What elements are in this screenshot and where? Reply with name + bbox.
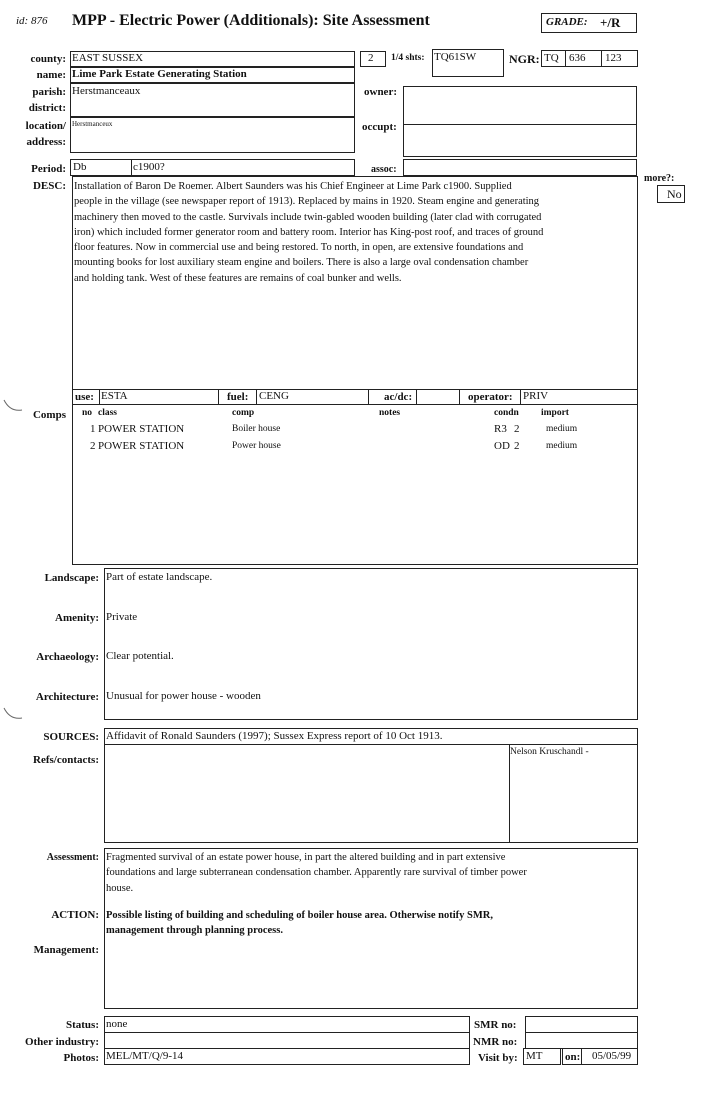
- county-field: [70, 51, 355, 67]
- contact-value: Nelson Kruschandl -: [510, 747, 589, 757]
- comp-name: Power house: [232, 441, 281, 451]
- ngr-northing-value: 123: [605, 52, 622, 64]
- desc-line: mounting books for lost auxiliary steam engine and boilers. There is also a large oval condensation chamber: [74, 257, 529, 269]
- status-value: none: [106, 1018, 128, 1030]
- use-value: ESTA: [101, 390, 128, 402]
- refs-label: Refs/contacts:: [33, 754, 99, 766]
- status-label: Status:: [65, 1019, 99, 1031]
- comp-condn: OD: [494, 440, 510, 452]
- comp-no: 2: [90, 440, 96, 452]
- smr-field: [525, 1016, 638, 1033]
- district-label: district:: [28, 102, 66, 114]
- page-title: MPP - Electric Power (Additionals): Site Assessment: [72, 12, 430, 29]
- use-field: [99, 389, 219, 405]
- archaeology-value: Clear potential.: [106, 650, 174, 662]
- comp-import: medium: [546, 441, 578, 451]
- amenity-value: Private: [106, 611, 138, 623]
- comp-condn-n: 2: [514, 440, 520, 452]
- contacts-field: [509, 744, 638, 843]
- photos-label: Photos:: [63, 1052, 99, 1064]
- visit-value: MT: [526, 1050, 543, 1062]
- desc-field: [72, 176, 638, 390]
- action-label: ACTION:: [51, 909, 99, 921]
- fuel-field: [256, 389, 369, 405]
- landscape-value: Part of estate landscape.: [106, 571, 213, 583]
- period-date-field: [131, 159, 355, 176]
- assessment-label: Assessment:: [46, 852, 99, 863]
- desc-line: floor features. Now in commercial use and being restored. To north, in open, are extensive foundations and: [74, 242, 524, 254]
- use-label: use:: [75, 391, 94, 403]
- owner-field: [403, 86, 637, 125]
- occupt-label: occupt:: [362, 121, 397, 133]
- status-field: [104, 1016, 470, 1033]
- address-label: address:: [26, 136, 66, 148]
- grade-box: [541, 13, 637, 33]
- other-industry-label: Other industry:: [24, 1036, 99, 1048]
- parish-label: parish:: [32, 86, 66, 98]
- desc-line: and holding tank. West of these features are remains of coal bunker and wells.: [74, 272, 402, 284]
- desc-line: people in the village (see newspaper report of 1913). Replaced by mains in 1920. Steam engine and generating: [74, 196, 540, 208]
- action-line: management through planning process.: [106, 925, 283, 937]
- operator-value: PRIV: [523, 390, 549, 402]
- nmr-field: [525, 1032, 638, 1049]
- assoc-field: [403, 159, 637, 176]
- ngr-label: NGR:: [509, 52, 540, 66]
- parish-field: [70, 83, 355, 117]
- comp-no: 1: [90, 423, 96, 435]
- photos-value: MEL/MT/Q/9-14: [106, 1050, 183, 1062]
- acdc-field: [416, 389, 460, 405]
- date-field: [581, 1048, 638, 1065]
- more-label: more?:: [644, 173, 675, 184]
- ngr-easting-value: 636: [569, 52, 586, 64]
- comps-header-class: class: [98, 408, 117, 418]
- smr-label: SMR no:: [474, 1019, 517, 1031]
- ngr-prefix-value: TQ: [544, 52, 559, 64]
- period-field: [70, 159, 132, 176]
- architecture-label: Architecture:: [35, 691, 99, 703]
- owner-label: owner:: [364, 86, 397, 98]
- period-label: Period:: [31, 163, 66, 175]
- visit-field: [523, 1048, 561, 1065]
- comps-label: Comps: [32, 409, 66, 421]
- on-label: on:: [565, 1051, 581, 1063]
- amenity-label: Amenity:: [55, 612, 99, 624]
- comps-header-no: no: [82, 408, 93, 418]
- period-value: Db: [73, 161, 87, 173]
- occupt-field: [403, 124, 637, 157]
- comps-header-notes: notes: [379, 408, 401, 418]
- comp-condn: R3: [494, 423, 507, 435]
- action-line: Possible listing of building and scheduling of boiler house area. Otherwise notify SMR,: [106, 910, 493, 921]
- comp-condn-n: 2: [514, 423, 520, 435]
- fuel-value: CENG: [259, 390, 289, 402]
- ngr-easting-field: [565, 50, 602, 67]
- on-label-box: [562, 1048, 582, 1065]
- action-text: [106, 908, 493, 939]
- visit-label: Visit by:: [478, 1052, 518, 1064]
- county-code-value: 2: [368, 52, 374, 64]
- comp-name: Boiler house: [232, 424, 281, 434]
- comps-header-comp: comp: [232, 408, 255, 418]
- comps-header-condn: condn: [494, 408, 519, 418]
- ngr-northing-field: [601, 50, 638, 67]
- ngr-prefix-field: [541, 50, 566, 67]
- qshts-field: [432, 49, 504, 77]
- photos-field: [104, 1048, 470, 1065]
- sources-label: SOURCES:: [43, 731, 99, 743]
- desc-label: DESC:: [32, 180, 66, 192]
- assessment-line: Fragmented survival of an estate power house, in part the altered building and in part extensive: [106, 852, 506, 863]
- county-value: EAST SUSSEX: [72, 52, 144, 64]
- location-field: [70, 117, 355, 153]
- assessment-line: foundations and large subterranean condensation chamber. Apparently rare survival of timber power: [106, 867, 527, 879]
- comp-class: POWER STATION: [98, 423, 185, 435]
- qshts-value: TQ61SW: [434, 51, 477, 63]
- binder-mark: [2, 398, 24, 416]
- comps-header-import: import: [541, 408, 569, 418]
- desc-line: machinery then moved to the castle. Survivals include twin-gabled wooden building (later clad with corrugated: [74, 211, 542, 223]
- county-code-field: [360, 51, 386, 67]
- architecture-value: Unusual for power house - wooden: [106, 690, 261, 702]
- date-value: 05/05/99: [592, 1050, 632, 1062]
- county-label: county:: [30, 53, 66, 65]
- more-value: No: [667, 187, 682, 201]
- operator-label: operator:: [468, 391, 513, 403]
- record-id: id: 876: [16, 15, 48, 27]
- archaeology-label: Archaeology:: [36, 651, 99, 663]
- desc-line: iron) which included former generator room and battery room. Interior has King-post roof, and traces of ground: [74, 226, 544, 238]
- desc-line: Installation of Baron De Roemer. Albert Saunders was his Chief Engineer at Lime Park c1900. Supplied: [74, 181, 512, 192]
- sources-field: [104, 728, 638, 745]
- qshts-label: 1/4 shts:: [391, 53, 425, 63]
- more-field: [657, 185, 685, 203]
- location-value: Herstmanceux: [72, 120, 113, 128]
- assessment-line: house.: [106, 882, 134, 894]
- desc-text: [74, 179, 543, 286]
- name-label: name:: [36, 69, 66, 81]
- period-date-value: c1900?: [133, 161, 165, 173]
- operator-field: [520, 389, 638, 405]
- name-field: [70, 67, 355, 83]
- assessment-text: [106, 850, 527, 896]
- landscape-label: Landscape:: [44, 572, 99, 584]
- binder-mark: [2, 706, 24, 724]
- sources-value: Affidavit of Ronald Saunders (1997); Sussex Express report of 10 Oct 1913.: [106, 730, 443, 742]
- acdc-label: ac/dc:: [384, 391, 413, 403]
- name-value: Lime Park Estate Generating Station: [72, 68, 247, 80]
- nmr-label: NMR no:: [473, 1036, 518, 1048]
- comp-import: medium: [546, 424, 578, 434]
- management-label: Management:: [33, 944, 99, 956]
- grade-value: +/R: [600, 15, 621, 30]
- comp-class: POWER STATION: [98, 440, 185, 452]
- assoc-label: assoc:: [371, 164, 397, 175]
- other-industry-field: [104, 1032, 470, 1049]
- fuel-label: fuel:: [227, 391, 249, 403]
- location-label: location/: [25, 120, 66, 132]
- parish-value: Herstmanceaux: [72, 85, 141, 97]
- refs-field: [104, 744, 510, 843]
- grade-label: GRADE:: [546, 16, 588, 28]
